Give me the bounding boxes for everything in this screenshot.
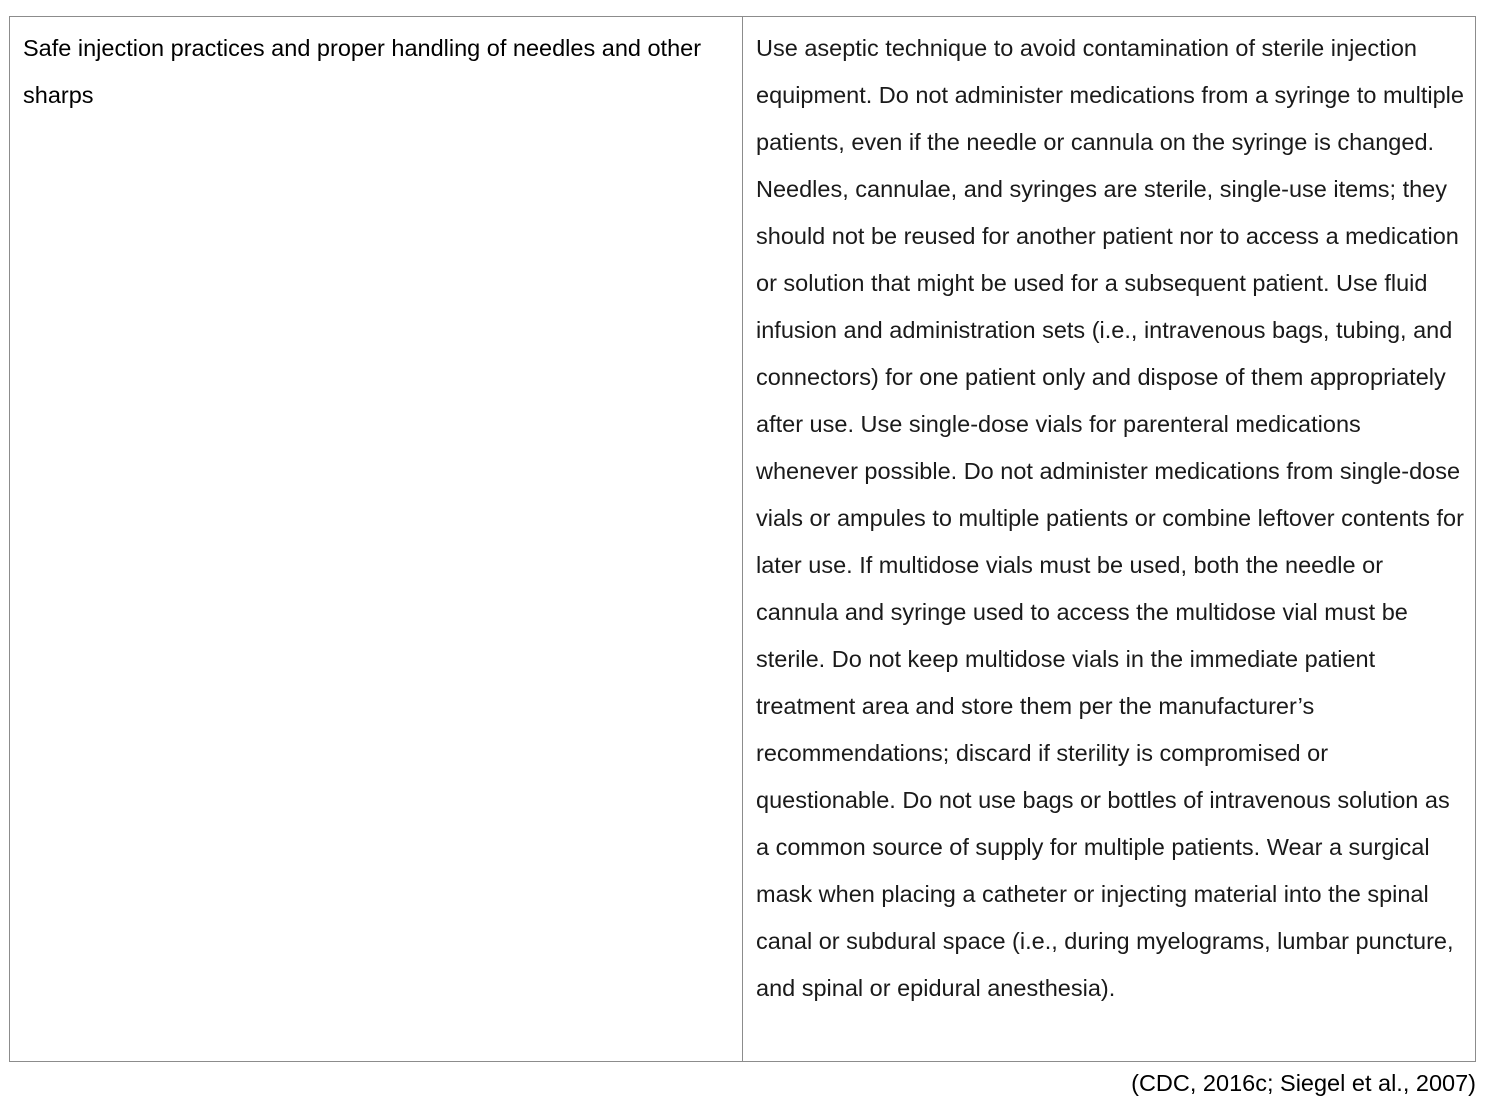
category-cell: Safe injection practices and proper handling of needles and other sharps: [10, 17, 743, 1061]
description-cell: Use aseptic technique to avoid contamination of sterile injection equipment. Do not administer medications from a syringe to multiple patients, even if the needle or cannula on the syringe is changed. Needles, cannulae, and syringes are sterile, single-use items; they should not be reused for another patient nor to access a medication or solution that might be used for a subsequent patient. Use fluid infusion and administration sets (i.e., intravenous bags, tubing, and connectors) for one patient only and dispose of them appropriately after use. Use single-dose vials for parenteral medications whenever possible. Do not administer medications from single-dose vials or ampules to multiple patients or combine leftover contents for later use. If multidose vials must be used, both the needle or cannula and syringe used to access the multidose vial must be sterile. Do not keep multidose vials in the immediate patient treatment area and store them per the manufacturer’s recommendations; discard if sterility is compromised or questionable. Do not use bags or bottles of intravenous solution as a common source of supply for multiple patients. Wear a surgical mask when placing a catheter or injecting material into the spinal canal or subdural space (i.e., during myelograms, lumbar puncture, and spinal or epidural anesthesia).: [756, 35, 1464, 1001]
guideline-table: [9, 16, 1476, 1062]
source-citation: (CDC, 2016c; Siegel et al., 2007): [1131, 1070, 1476, 1096]
